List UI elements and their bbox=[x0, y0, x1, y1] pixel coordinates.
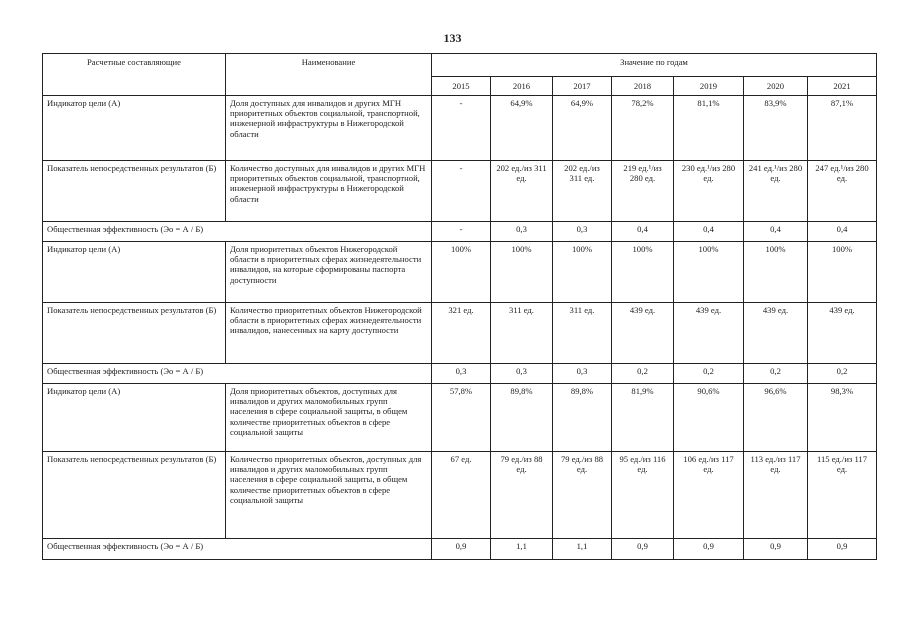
table-row bbox=[43, 96, 877, 161]
year-cell: 2017 bbox=[553, 77, 612, 96]
value-cell: 0,3 bbox=[491, 364, 553, 384]
year-cell: 2020 bbox=[744, 77, 808, 96]
value-cell: 100% bbox=[808, 242, 877, 303]
header-row bbox=[43, 54, 877, 77]
value-cell: 439 ед. bbox=[612, 303, 674, 364]
value-cell: 0,2 bbox=[612, 364, 674, 384]
table-row bbox=[43, 161, 877, 222]
value-cell: 79 ед./из 88 ед. bbox=[491, 452, 553, 539]
table-row bbox=[43, 242, 877, 303]
value-cell: 78,2% bbox=[612, 96, 674, 161]
value-cell: 100% bbox=[612, 242, 674, 303]
value-cell: - bbox=[432, 222, 491, 242]
year-cell: 2015 bbox=[432, 77, 491, 96]
name-cell: Доля приоритетных объектов, доступных для инвалидов и других маломобильных групп населения в сфере социальной защиты, в общем количестве приоритетных объектов в сфере социальной защиты bbox=[226, 384, 432, 452]
component-cell: Показатель непосредственных результатов (Б) bbox=[43, 452, 226, 539]
value-cell: 113 ед./из 117 ед. bbox=[744, 452, 808, 539]
table-body bbox=[43, 96, 877, 560]
value-cell: 1,1 bbox=[491, 539, 553, 560]
value-cell: 100% bbox=[744, 242, 808, 303]
value-cell: 64,9% bbox=[553, 96, 612, 161]
value-cell: 439 ед. bbox=[674, 303, 744, 364]
value-cell: - bbox=[432, 96, 491, 161]
value-cell: 0,4 bbox=[744, 222, 808, 242]
value-cell: 202 ед./из 311 ед. bbox=[553, 161, 612, 222]
value-cell: 0,9 bbox=[432, 539, 491, 560]
name-cell: Количество приоритетных объектов Нижегородской области в приоритетных сферах жизнедеятельности инвалидов, нанесенных на карту доступности bbox=[226, 303, 432, 364]
efficiency-table bbox=[42, 53, 877, 560]
value-cell: 0,2 bbox=[744, 364, 808, 384]
value-cell: 81,1% bbox=[674, 96, 744, 161]
value-cell: 0,9 bbox=[744, 539, 808, 560]
value-cell: 0,2 bbox=[808, 364, 877, 384]
value-cell: 89,8% bbox=[553, 384, 612, 452]
value-cell: 230 ед.¹/из 280 ед. bbox=[674, 161, 744, 222]
value-cell: 0,2 bbox=[674, 364, 744, 384]
page-number: 133 bbox=[443, 31, 462, 45]
value-cell: 219 ед.¹/из 280 ед. bbox=[612, 161, 674, 222]
value-cell: - bbox=[432, 161, 491, 222]
value-cell: 100% bbox=[674, 242, 744, 303]
table-row bbox=[43, 452, 877, 539]
component-cell: Показатель непосредственных результатов (Б) bbox=[43, 161, 226, 222]
header-name: Наименование bbox=[226, 54, 432, 96]
value-cell: 95 ед./из 116 ед. bbox=[612, 452, 674, 539]
efficiency-row bbox=[43, 364, 877, 384]
year-cell: 2021 bbox=[808, 77, 877, 96]
name-cell: Количество приоритетных объектов, доступных для инвалидов и других маломобильных групп населения в сфере социальной защиты, в общем количестве приоритетных объектов в сфере социальной защиты bbox=[226, 452, 432, 539]
value-cell: 90,6% bbox=[674, 384, 744, 452]
value-cell: 64,9% bbox=[491, 96, 553, 161]
value-cell: 89,8% bbox=[491, 384, 553, 452]
value-cell: 0,4 bbox=[808, 222, 877, 242]
value-cell: 115 ед./из 117 ед. bbox=[808, 452, 877, 539]
value-cell: 0,3 bbox=[553, 364, 612, 384]
table-row bbox=[43, 384, 877, 452]
value-cell: 96,6% bbox=[744, 384, 808, 452]
value-cell: 0,9 bbox=[612, 539, 674, 560]
name-cell: Доля доступных для инвалидов и других МГН приоритетных объектов социальной, транспортной, инженерной инфраструктуры в Нижегородской области bbox=[226, 96, 432, 161]
efficiency-row bbox=[43, 539, 877, 560]
efficiency-row bbox=[43, 222, 877, 242]
name-cell: Доля приоритетных объектов Нижегородской области в приоритетных сферах жизнедеятельности инвалидов, на которые сформированы паспорта доступности bbox=[226, 242, 432, 303]
value-cell: 57,8% bbox=[432, 384, 491, 452]
value-cell: 321 ед. bbox=[432, 303, 491, 364]
value-cell: 100% bbox=[491, 242, 553, 303]
efficiency-label: Общественная эффективность (Эо = А / Б) bbox=[43, 364, 432, 384]
value-cell: 241 ед.¹/из 280 ед. bbox=[744, 161, 808, 222]
value-cell: 79 ед./из 88 ед. bbox=[553, 452, 612, 539]
value-cell: 0,3 bbox=[491, 222, 553, 242]
component-cell: Индикатор цели (А) bbox=[43, 384, 226, 452]
value-cell: 98,3% bbox=[808, 384, 877, 452]
value-cell: 67 ед. bbox=[432, 452, 491, 539]
year-cell: 2016 bbox=[491, 77, 553, 96]
value-cell: 0,3 bbox=[553, 222, 612, 242]
value-cell: 100% bbox=[553, 242, 612, 303]
efficiency-label: Общественная эффективность (Эо = А / Б) bbox=[43, 222, 432, 242]
value-cell: 0,4 bbox=[612, 222, 674, 242]
component-cell: Индикатор цели (А) bbox=[43, 96, 226, 161]
value-cell: 439 ед. bbox=[744, 303, 808, 364]
value-cell: 87,1% bbox=[808, 96, 877, 161]
value-cell: 0,9 bbox=[674, 539, 744, 560]
component-cell: Индикатор цели (А) bbox=[43, 242, 226, 303]
value-cell: 81,9% bbox=[612, 384, 674, 452]
value-cell: 0,3 bbox=[432, 364, 491, 384]
value-cell: 311 ед. bbox=[553, 303, 612, 364]
year-cell: 2019 bbox=[674, 77, 744, 96]
value-cell: 83,9% bbox=[744, 96, 808, 161]
value-cell: 202 ед./из 311 ед. bbox=[491, 161, 553, 222]
header-components: Расчетные составляющие bbox=[43, 54, 226, 96]
value-cell: 0,9 bbox=[808, 539, 877, 560]
value-cell: 247 ед.¹/из 280 ед. bbox=[808, 161, 877, 222]
value-cell: 0,4 bbox=[674, 222, 744, 242]
year-cell: 2018 bbox=[612, 77, 674, 96]
value-cell: 311 ед. bbox=[491, 303, 553, 364]
value-cell: 100% bbox=[432, 242, 491, 303]
name-cell: Количество доступных для инвалидов и других МГН приоритетных объектов социальной, транспортной, инженерной инфраструктуры в Нижегородской области bbox=[226, 161, 432, 222]
value-cell: 1,1 bbox=[553, 539, 612, 560]
table-row bbox=[43, 303, 877, 364]
efficiency-label: Общественная эффективность (Эо = А / Б) bbox=[43, 539, 432, 560]
value-cell: 106 ед./из 117 ед. bbox=[674, 452, 744, 539]
value-cell: 439 ед. bbox=[808, 303, 877, 364]
header-values-by-year: Значение по годам bbox=[432, 54, 877, 77]
component-cell: Показатель непосредственных результатов (Б) bbox=[43, 303, 226, 364]
